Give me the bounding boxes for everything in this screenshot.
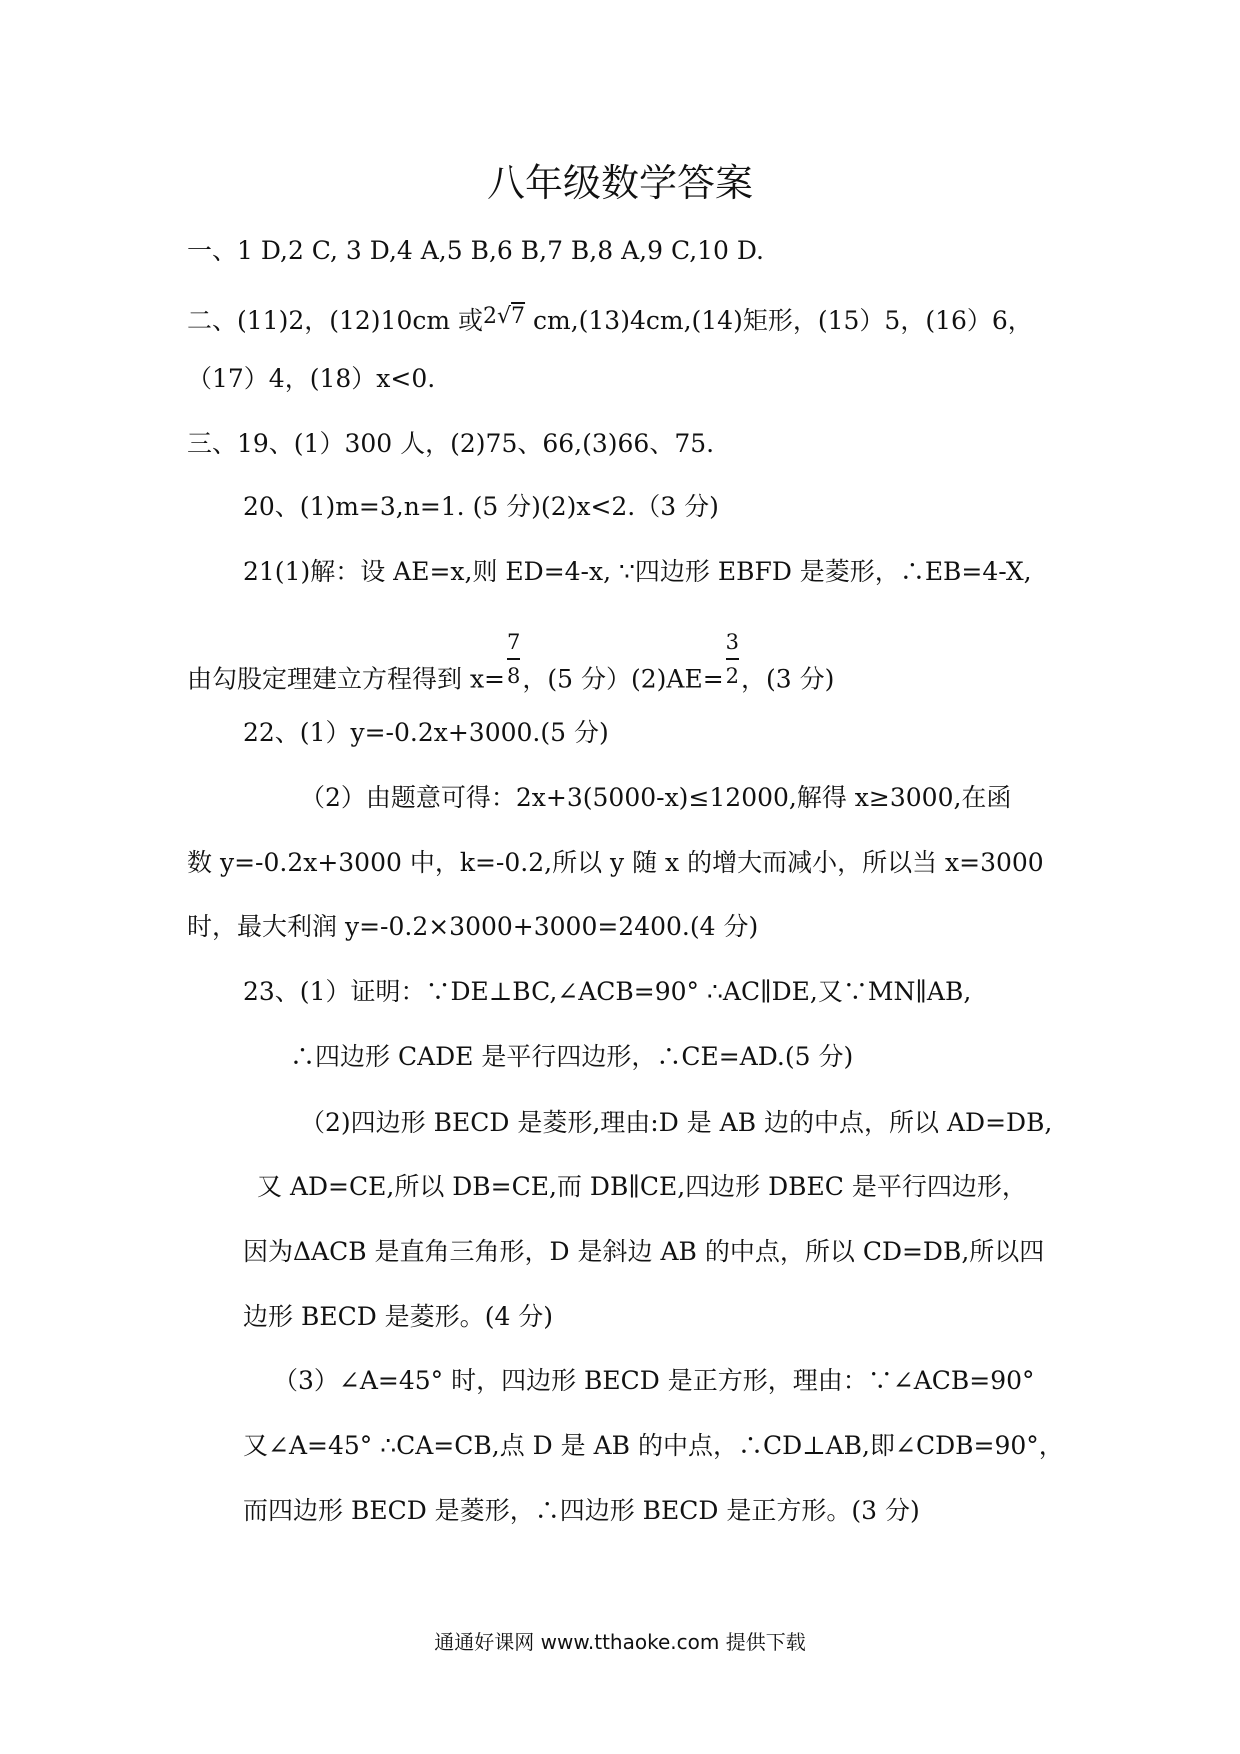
q22-line3: 数 y=-0.2x+3000 中，k=-0.2,所以 y 随 x 的增大而减小，所以当 x=3000: [187, 848, 1044, 877]
q20-answer: 20、(1)m=3,n=1. (5 分)(2)x<2.（3 分): [243, 492, 719, 521]
page-title: 八年级数学答案: [486, 161, 753, 205]
q23-line2: ∴四边形 CADE 是平行四边形，∴CE=AD.(5 分): [290, 1042, 854, 1071]
part2-line1-pre: 二、(11)2，(12)10cm 或: [187, 306, 484, 335]
fraction-numerator: 3: [725, 630, 740, 654]
q23-line7: （3）∠A=45° 时，四边形 BECD 是正方形，理由：∵∠ACB=90°: [273, 1366, 1035, 1395]
fraction-bar: [726, 658, 739, 660]
fraction-bar: [507, 658, 520, 660]
fraction-denominator: 8: [507, 664, 521, 688]
radical-coefficient: 2: [483, 304, 498, 329]
radical-expression: [483, 300, 525, 334]
fraction-denominator: 2: [725, 664, 740, 688]
fraction-seven-eighths: [507, 630, 520, 688]
q21-line1: 21(1)解：设 AE=x,则 ED=4-x, ∵四边形 EBFD 是菱形，∴EB=4-X,: [243, 557, 1032, 586]
q21-line2-pre: 由勾股定理建立方程得到 x=: [187, 664, 505, 694]
q23-line4: 又 AD=CE,所以 DB=CE,而 DB∥CE,四边形 DBEC 是平行四边形，: [257, 1172, 1027, 1201]
q21-line2-post: ，(3 分): [741, 664, 835, 694]
q23-line3: （2)四边形 BECD 是菱形,理由:D 是 AB 边的中点，所以 AD=DB,: [300, 1108, 1053, 1137]
q19-answer: 三、19、(1）300 人，(2)75、66,(3)66、75.: [187, 429, 715, 458]
q22-line2: （2）由题意可得：2x+3(5000-x)≤12000,解得 x≥3000,在函: [300, 783, 1012, 812]
download-footer: 通通好课网 www.tthaoke.com 提供下载: [434, 1630, 806, 1654]
q22-line4: 时，最大利润 y=-0.2×3000+3000=2400.(4 分): [187, 912, 759, 941]
part1-answers: 一、1 D,2 C, 3 D,4 A,5 B,6 B,7 B,8 A,9 C,10 D.: [187, 236, 765, 265]
part2-line1: [187, 300, 1033, 338]
q23-line6: 边形 BECD 是菱形。(4 分): [243, 1302, 554, 1331]
q23-line1: 23、(1）证明：∵DE⊥BC,∠ACB=90° ∴AC∥DE,又∵MN∥AB,: [243, 977, 972, 1006]
q22-line1: 22、(1）y=-0.2x+3000.(5 分): [243, 718, 609, 747]
radicand: 7: [511, 304, 526, 329]
q23-line8: 又∠A=45° ∴CA=CB,点 D 是 AB 的中点，∴CD⊥AB,即∠CDB=90°，: [243, 1431, 1064, 1460]
fraction-numerator: 7: [507, 630, 521, 654]
fraction-three-halves: [726, 630, 739, 688]
q21-line2-mid: ，(5 分）(2)AE=: [522, 664, 724, 694]
q21-line2: [187, 630, 835, 710]
q23-line5: 因为ΔACB 是直角三角形，D 是斜边 AB 的中点，所以 CD=DB,所以四: [243, 1237, 1045, 1266]
part2-line2: （17）4，(18）x<0.: [187, 364, 436, 393]
radical-sign: √: [497, 304, 512, 329]
q23-line9: 而四边形 BECD 是菱形，∴四边形 BECD 是正方形。(3 分): [243, 1496, 920, 1525]
part2-line1-post: cm,(13)4cm,(14)矩形，(15）5，(16）6，: [525, 306, 1033, 335]
